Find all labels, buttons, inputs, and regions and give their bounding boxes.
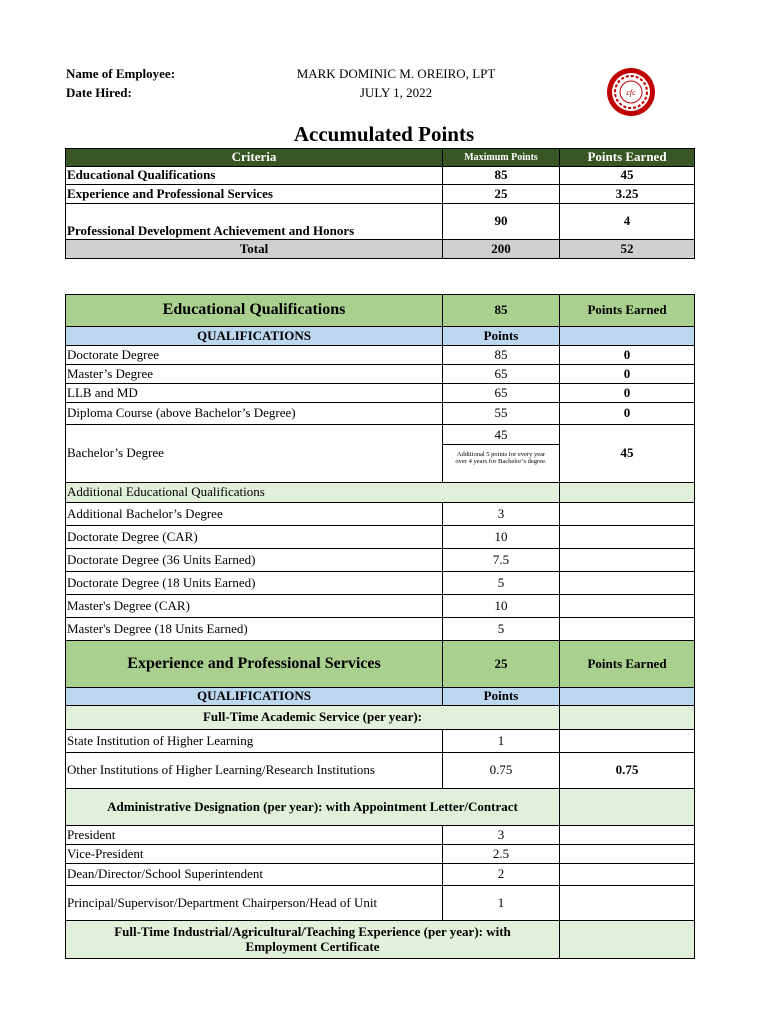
qualification-points: 85: [443, 346, 560, 365]
table-row: [66, 753, 695, 789]
qualification-label: Diploma Course (above Bachelor’s Degree): [66, 403, 443, 425]
qualification-points: 65: [443, 365, 560, 384]
bachelor-earned: 45: [560, 425, 695, 483]
earned-cell: 3.25: [560, 185, 695, 204]
table-row: [66, 572, 695, 595]
table-row: [66, 618, 695, 641]
qualification-points: 65: [443, 384, 560, 403]
points-earned-header: Points Earned: [560, 149, 695, 167]
blank-cell: [560, 921, 695, 959]
education-title: Educational Qualifications: [66, 295, 443, 327]
earned-cell: 45: [560, 167, 695, 185]
date-label: Date Hired:: [66, 85, 132, 100]
blank-cell: [560, 503, 695, 526]
academic-earned: [560, 730, 695, 753]
table-row: [66, 346, 695, 365]
table-row: [66, 826, 695, 845]
earned-cell: 4: [560, 204, 695, 240]
additional-points: 5: [443, 572, 560, 595]
blank-cell: [560, 845, 695, 864]
blank-cell: [560, 549, 695, 572]
points-header: Points: [443, 327, 560, 346]
total-row: [66, 240, 695, 259]
table-row: [66, 167, 695, 185]
table-row: [66, 384, 695, 403]
admin-header: Administrative Designation (per year): with Appointment Letter/Contract: [66, 789, 560, 826]
max-cell: 25: [443, 185, 560, 204]
additional-label: Master's Degree (18 Units Earned): [66, 618, 443, 641]
experience-earned-header: Points Earned: [560, 641, 695, 688]
blank-cell: [560, 789, 695, 826]
table-row: [66, 403, 695, 425]
industrial-header: Full-Time Industrial/Agricultural/Teaching Experience (per year): with Employment Certificate: [66, 921, 560, 959]
table-row: [66, 549, 695, 572]
points-header: Points: [443, 688, 560, 706]
blank-cell: [560, 688, 695, 706]
bachelor-note: Additional 5 points for every year over 4 years for Bachelor’s degree.: [455, 451, 547, 466]
additional-label: Doctorate Degree (18 Units Earned): [66, 572, 443, 595]
admin-label: President: [66, 826, 443, 845]
table-row: [66, 845, 695, 864]
bachelor-label: Bachelor’s Degree: [66, 425, 443, 483]
academic-header: Full-Time Academic Service (per year):: [66, 706, 560, 730]
blank-cell: [560, 706, 695, 730]
max-cell: 90: [443, 204, 560, 240]
additional-points: 10: [443, 595, 560, 618]
additional-label: Master's Degree (CAR): [66, 595, 443, 618]
employee-header: [66, 66, 694, 106]
table-row: [66, 595, 695, 618]
additional-label: Additional Bachelor’s Degree: [66, 503, 443, 526]
additional-header: Additional Educational Qualifications: [66, 483, 560, 503]
max-cell: 85: [443, 167, 560, 185]
blank-cell: [560, 618, 695, 641]
qualifications-table: [65, 294, 695, 959]
education-section-header: [66, 295, 695, 327]
total-label: Total: [66, 240, 443, 259]
academic-points: 1: [443, 730, 560, 753]
criteria-cell: Experience and Professional Services: [66, 185, 443, 204]
blank-cell: [560, 864, 695, 886]
page-title: Accumulated Points: [293, 122, 475, 146]
additional-points: 7.5: [443, 549, 560, 572]
table-row: [66, 204, 695, 240]
table-row: [66, 886, 695, 921]
qualification-label: LLB and MD: [66, 384, 443, 403]
table-row: [66, 185, 695, 204]
admin-label: Principal/Supervisor/Department Chairperson/Head of Unit: [66, 886, 443, 921]
experience-title: Experience and Professional Services: [66, 641, 443, 688]
academic-label: State Institution of Higher Learning: [66, 730, 443, 753]
additional-points: 3: [443, 503, 560, 526]
name-label: Name of Employee:: [66, 66, 176, 81]
table-row: [66, 526, 695, 549]
education-max: 85: [443, 295, 560, 327]
criteria-cell: Educational Qualifications: [66, 167, 443, 185]
blank-cell: [560, 327, 695, 346]
academic-label: Other Institutions of Higher Learning/Research Institutions: [66, 753, 443, 789]
blank-cell: [560, 886, 695, 921]
school-logo: [606, 67, 656, 117]
experience-max: 25: [443, 641, 560, 688]
experience-section-header: [66, 641, 695, 688]
table-row: [66, 365, 695, 384]
academic-earned: 0.75: [560, 753, 695, 789]
blank-cell: [560, 572, 695, 595]
total-earned: 52: [560, 240, 695, 259]
blank-cell: [560, 826, 695, 845]
criteria-cell: Professional Development Achievement and Honors: [66, 204, 443, 240]
table-row: [66, 864, 695, 886]
blank-cell: [560, 526, 695, 549]
additional-label: Doctorate Degree (36 Units Earned): [66, 549, 443, 572]
date-value: JULY 1, 2022: [359, 85, 433, 100]
qualifications-header: QUALIFICATIONS: [66, 327, 443, 346]
admin-points: 2: [443, 864, 560, 886]
additional-points: 10: [443, 526, 560, 549]
total-max: 200: [443, 240, 560, 259]
blank-cell: [560, 595, 695, 618]
table-row: [66, 503, 695, 526]
qualification-earned: 0: [560, 346, 695, 365]
academic-points: 0.75: [443, 753, 560, 789]
qualification-earned: 0: [560, 384, 695, 403]
logo-text: cfc: [626, 88, 636, 97]
qualification-earned: 0: [560, 365, 695, 384]
qualification-earned: 0: [560, 403, 695, 425]
table-row: [66, 730, 695, 753]
max-points-header: Maximum Points: [443, 149, 560, 167]
admin-label: Vice-President: [66, 845, 443, 864]
bachelor-row: [66, 425, 695, 483]
qualification-label: Master’s Degree: [66, 365, 443, 384]
qualification-label: Doctorate Degree: [66, 346, 443, 365]
additional-label: Doctorate Degree (CAR): [66, 526, 443, 549]
criteria-header: Criteria: [66, 149, 443, 167]
admin-points: 3: [443, 826, 560, 845]
name-value: MARK DOMINIC M. OREIRO, LPT: [296, 66, 496, 81]
admin-points: 2.5: [443, 845, 560, 864]
qualification-points: 55: [443, 403, 560, 425]
bachelor-points: 45: [443, 425, 559, 445]
qualifications-header: QUALIFICATIONS: [66, 688, 443, 706]
admin-points: 1: [443, 886, 560, 921]
bachelor-points-cell: [443, 425, 560, 483]
additional-points: 5: [443, 618, 560, 641]
education-earned-header: Points Earned: [560, 295, 695, 327]
summary-table: [65, 148, 695, 259]
admin-label: Dean/Director/School Superintendent: [66, 864, 443, 886]
blank-cell: [560, 483, 695, 503]
